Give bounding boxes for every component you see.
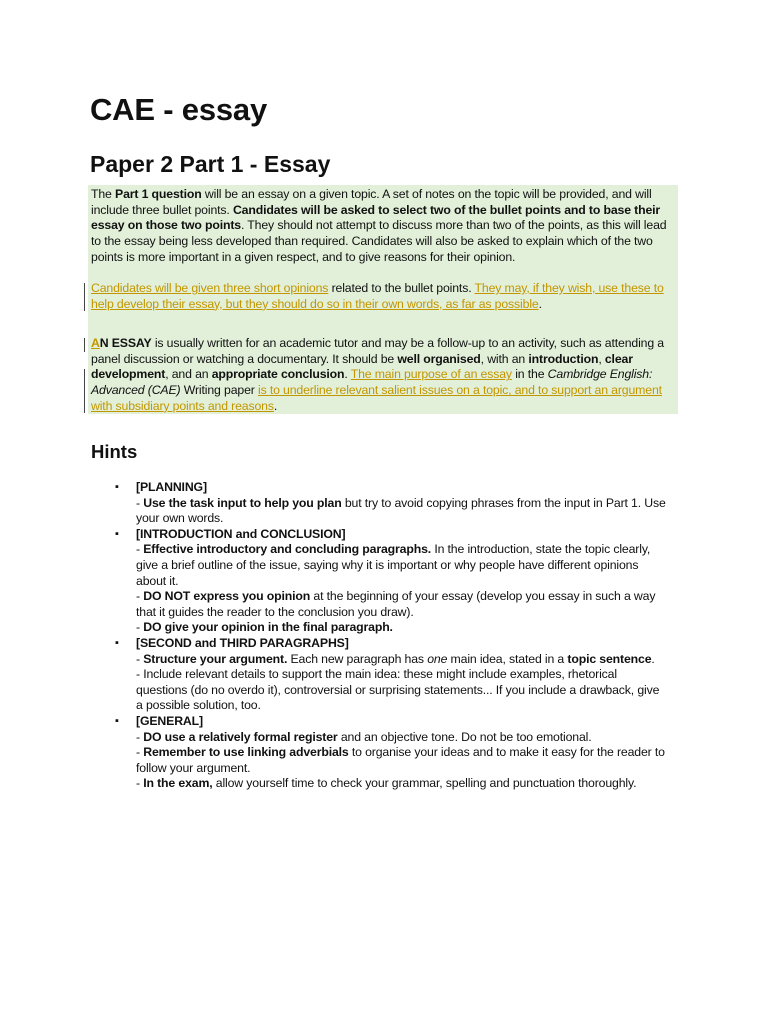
page-title: CAE - essay xyxy=(90,92,268,127)
hint-line-bold: In the exam, xyxy=(143,776,213,791)
hints-heading: Hints xyxy=(91,441,138,462)
bullet-icon: ▪ xyxy=(115,481,119,493)
hint-heading: [GENERAL] xyxy=(136,713,203,728)
hint-line xyxy=(136,776,666,792)
change-bar xyxy=(84,369,85,413)
hint-line-bold: DO NOT express you opinion xyxy=(143,589,311,604)
p1-text-2: will be an essay on a given topic. A set of notes on the topic will be provided, and will include three bullet points. xyxy=(91,187,652,217)
hint-heading: [PLANNING] xyxy=(136,480,207,494)
tracked-change-text: The main purpose of an essay xyxy=(350,367,512,382)
p3-bold-1: N ESSAY xyxy=(99,336,152,350)
intro-paragraph-1 xyxy=(91,187,679,266)
hint-item xyxy=(115,713,666,792)
hint-line-rest: at the beginning of your essay (develop you essay in such a way that it guides the reader to the conclusion you draw). xyxy=(136,589,656,619)
hints-list xyxy=(115,480,666,792)
hint-line-rest: to organise your ideas and to make it easy for the reader to follow your argument. xyxy=(136,745,665,775)
hint-line xyxy=(136,745,666,776)
p3-text-2: , with an xyxy=(480,351,529,366)
hint-item xyxy=(115,635,666,714)
hint-line-pre: - xyxy=(136,776,144,791)
tracked-change-text: is to underline relevant salient issues on a topic, and to support an argument with subsidiary points and reasons xyxy=(91,383,662,413)
tracked-change-text: Candidates will be given three short opinions xyxy=(91,281,329,295)
hint-line xyxy=(136,652,666,668)
hint-line-pre: - xyxy=(136,745,144,760)
hint-item xyxy=(115,480,666,527)
bullet-icon: ▪ xyxy=(115,636,119,649)
intro-paragraph-3 xyxy=(91,336,679,415)
p3-bold-5: appropriate conclusion xyxy=(211,367,345,382)
hint-line xyxy=(136,496,666,527)
p1-text-1: The xyxy=(91,187,116,201)
bullet-icon: ▪ xyxy=(115,714,119,727)
hint-line xyxy=(136,667,666,714)
hint-line xyxy=(136,542,666,589)
change-bar xyxy=(84,283,85,311)
tracked-change-letter: A xyxy=(91,336,100,350)
hint-line-bold: DO give your opinion in the final paragraph. xyxy=(143,620,393,635)
hint-line-rest: - Include relevant details to support the main idea: these might include examples, rhetorical questions (do no overdo it), controversial or surprising statements... If you include a drawback, give a possible solution, too. xyxy=(136,667,660,713)
p3-italic-1: Cambridge English: Advanced (CAE) xyxy=(91,367,653,398)
hint-line-rest: but try to avoid copying phrases from the input in Part 1. Use your own words. xyxy=(136,495,666,526)
p1-bold-2: Candidates will be asked to select two of the bullet points and to base their essay on those two points xyxy=(91,202,661,233)
hint-line-pre: - xyxy=(136,620,144,635)
p1-text-3: . They should not attempt to discuss more than two of the points, as this will lead to the essay being less developed than required. Candidates will also be asked to explain which of the two points is more important in a given respect, and to give reasons for their opinion. xyxy=(91,218,667,264)
hint-heading: [SECOND and THIRD PARAGRAPHS] xyxy=(136,635,349,650)
p3-text-8: . xyxy=(273,398,278,413)
hint-line xyxy=(136,589,666,620)
p3-text-4: , and an xyxy=(165,367,212,382)
hint-line-rest: allow yourself time to check your grammar, spelling and punctuation thoroughly. xyxy=(212,776,637,791)
hint-line-pre: - xyxy=(136,542,144,557)
change-bar xyxy=(84,338,85,352)
p3-bold-2: well organised xyxy=(397,351,481,366)
hint-line-italic: one xyxy=(427,651,448,666)
hint-line-bold: DO use a relatively formal register xyxy=(143,729,338,744)
section-title: Paper 2 Part 1 - Essay xyxy=(90,151,331,177)
hint-line-rest: and an objective tone. Do not be too emotional. xyxy=(337,729,592,744)
hint-line-bold: Remember to use linking adverbials xyxy=(143,745,349,760)
hint-line-pre: - xyxy=(136,651,144,666)
p3-text-7: Writing paper xyxy=(180,383,258,398)
hint-line-pre: - xyxy=(136,729,144,744)
hint-heading: [INTRODUCTION and CONCLUSION] xyxy=(136,526,346,541)
hint-line-bold: Effective introductory and concluding paragraphs. xyxy=(143,542,432,557)
hint-line-rest: In the introduction, state the topic clearly, give a brief outline of the issue, saying why it is important or why people have different opinions about it. xyxy=(136,542,651,588)
bullet-icon: ▪ xyxy=(115,527,119,540)
p3-bold-4: clear development xyxy=(91,351,633,382)
hint-line-bold: Structure your argument. xyxy=(143,651,288,666)
p2-text-1: related to the bullet points. xyxy=(328,281,475,295)
p3-text-3: , xyxy=(598,351,605,366)
hint-line-bold2: topic sentence xyxy=(567,651,652,666)
p3-text-1: is usually written for an academic tutor and may be a follow-up to an activity, such as attending a panel discussion or watching a documentary. It should be xyxy=(91,336,664,366)
tracked-change-text: They may, if they wish, use these to help develop their essay, but they should do so in their own words, as far as possible xyxy=(91,281,664,311)
p3-text-6: in the xyxy=(511,367,548,382)
hint-line xyxy=(136,730,666,746)
hint-item xyxy=(115,526,666,636)
hint-line-rest: Each new paragraph has xyxy=(287,651,428,666)
p1-bold-1: Part 1 question xyxy=(115,187,202,201)
hint-line-bold: Use the task input to help you plan xyxy=(143,495,342,510)
hint-line-rest2: main idea, stated in a xyxy=(447,651,568,666)
hint-line-rest3: . xyxy=(651,651,655,666)
intro-paragraph-2 xyxy=(91,281,679,312)
p3-text-5: . xyxy=(344,367,351,382)
p2-text-2: . xyxy=(538,296,542,311)
hint-line xyxy=(136,620,666,636)
hint-line-pre: - xyxy=(136,495,144,510)
hint-line-pre: - xyxy=(136,589,144,604)
p3-bold-3: introduction xyxy=(528,351,599,366)
